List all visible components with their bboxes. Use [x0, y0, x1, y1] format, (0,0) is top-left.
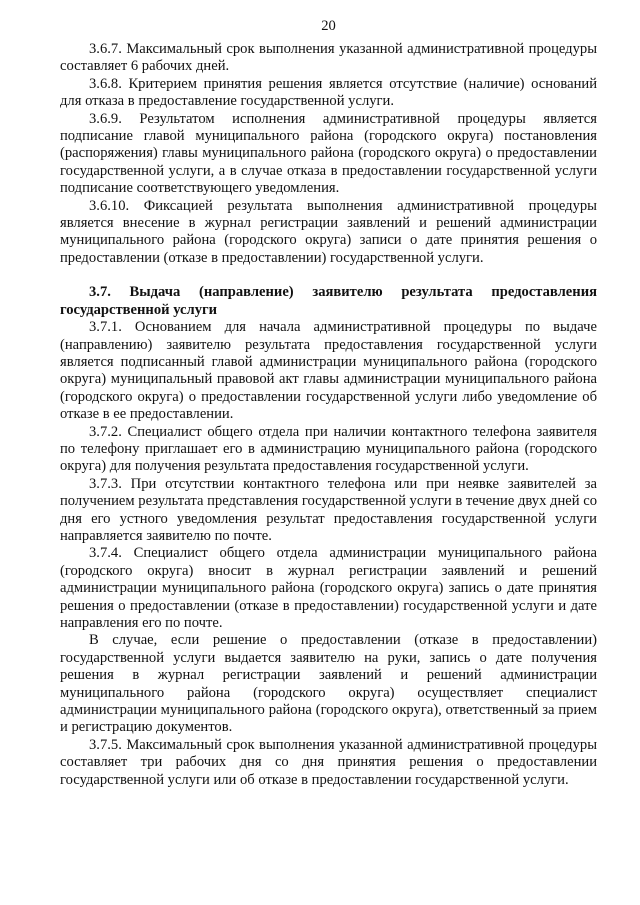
paragraph-3-7-4: 3.7.4. Специалист общего отдела администрации муниципального района (городского округа) вносит в журнал регистрации заявлений и решений администрации муниципального района (городского округа) запись о дате принятия решения о предоставлении (отказе в предоставлении) государственной услуги и дате направления его по почте.: [60, 545, 597, 631]
paragraph-3-6-8: 3.6.8. Критерием принятия решения является отсутствие (наличие) оснований для отказа в предоставление государственной услуги.: [60, 75, 597, 110]
paragraph-3-6-9: 3.6.9. Результатом исполнения административной процедуры является подписание главой муниципального района (городского округа) постановления (распоряжения) главы муниципального района (городского округа) о предоставлении государственной услуги, а в случае отказа в предоставлении государственной услуги подписание соответствующего уведомления.: [60, 110, 597, 197]
paragraph-3-7-1: 3.7.1. Основанием для начала административной процедуры по выдаче (направлению) заявителю результата предоставления государственной услуги является подписанный главой администрации муниципального района (городского округа) муниципальный правовой акт главы администрации муниципального района (городского округа) о предоставлении государственной услуги либо уведомление об отказе в ее предоставлении.: [60, 319, 597, 423]
paragraph-3-6-7: 3.6.7. Максимальный срок выполнения указанной административной процедуры составляет 6 рабочих дней.: [60, 41, 597, 75]
section-heading-3-7: 3.7. Выдача (направление) заявителю результата предоставления государственной услуги: [60, 284, 597, 318]
paragraph-in-case: В случае, если решение о предоставлении (отказе в предоставлении) государственной услуги выдается заявителю на руки, запись о дате получения решения в журнал регистрации заявлений и решений администрации муниципального района (городского округа) осуществляет специалист администрации муниципального района (городского округа), ответственный за прием и регистрацию документов.: [60, 632, 597, 736]
section-gap: [60, 267, 597, 284]
paragraph-3-7-5: 3.7.5. Максимальный срок выполнения указанной административной процедуры составляет три рабочих дня со дня принятия решения о предоставлении государственной услуги или об отказе в предоставлении государственной услуги.: [60, 736, 597, 788]
page-number: 20: [321, 18, 336, 34]
paragraph-3-6-10: 3.6.10. Фиксацией результата выполнения административной процедуры является внесение в журнал регистрации заявлений и решений администрации муниципального района (городского округа) записи о дате принятия решения о предоставлении (отказе в предоставлении) государственной услуги.: [60, 197, 597, 266]
paragraph-3-7-3: 3.7.3. При отсутствии контактного телефона или при неявке заявителей за получением результата представления государственной услуги в течение двух дней со дня его устного уведомления результат предоставления государственной услуги направляется заявителю по почте.: [60, 475, 597, 544]
document-page: [60, 18, 597, 789]
paragraph-3-7-2: 3.7.2. Специалист общего отдела при наличии контактного телефона заявителя по телефону приглашает его в администрацию муниципального района (городского округа) для получения результата предоставления государственной услуги.: [60, 423, 597, 475]
